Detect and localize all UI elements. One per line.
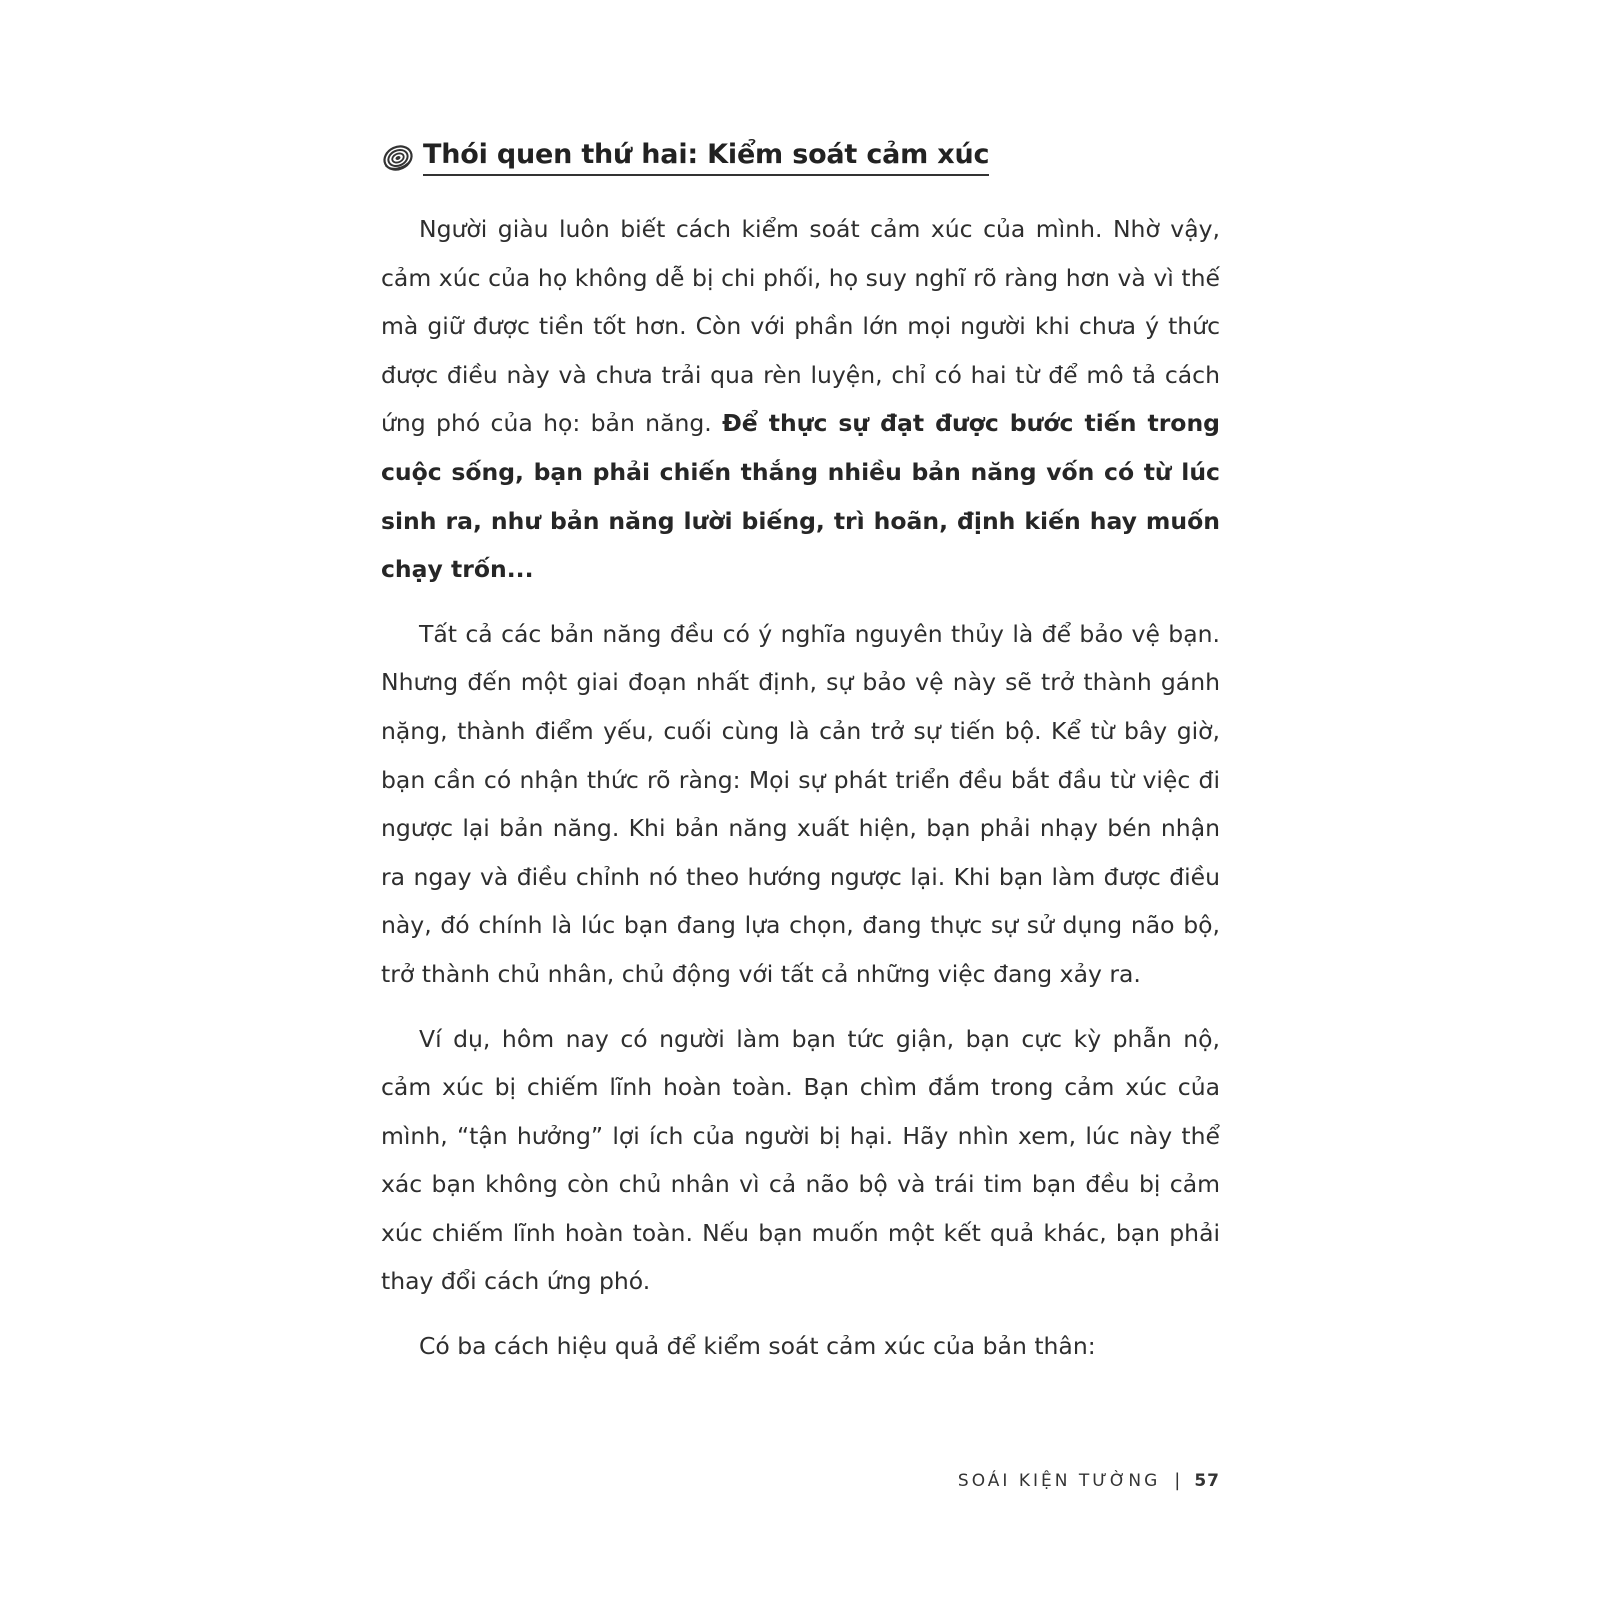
section-heading — [381, 138, 989, 176]
paragraph-text: Ví dụ, hôm nay có người làm bạn tức giận, bạn cực kỳ phẫn nộ, cảm xúc bị chiếm lĩnh hoàn toàn. Bạn chìm đắm trong cảm xúc của mình, “tận hưởng” lợi ích của người bị hại. Hãy nhìn xem, lúc này thể xác bạn không còn chủ nhân vì cả não bộ và trái tim bạn đều bị cảm xúc chiếm lĩnh hoàn toàn. Nếu bạn muốn một kết quả khác, bạn phải thay đổi cách ứng phó. — [381, 1024, 1220, 1296]
paragraph — [381, 1322, 1220, 1371]
section-title: Thói quen thứ hai: Kiểm soát cảm xúc — [423, 138, 989, 176]
page-number: 57 — [1194, 1470, 1220, 1491]
paragraph-bold-text: Để thực sự đạt được bước tiến trong cuộc sống, bạn phải chiến thắng nhiều bản năng vốn có từ lúc sinh ra, như bản năng lười biếng, trì hoãn, định kiến hay muốn chạy trốn... — [381, 409, 1220, 584]
paragraph-text: Có ba cách hiệu quả để kiểm soát cảm xúc của bản thân: — [419, 1332, 1096, 1361]
paragraph — [381, 1015, 1220, 1307]
page-footer — [958, 1470, 1220, 1491]
paragraph-text: Người giàu luôn biết cách kiểm soát cảm xúc của mình. Nhờ vậy, cảm xúc của họ không dễ bị chi phối, họ suy nghĩ rõ ràng hơn và vì thế mà giữ được tiền tốt hơn. Còn với phần lớn mọi người khi chưa ý thức được điều này và chưa trải qua rèn luyện, chỉ có hai từ để mô tả cách ứng phó của họ: bản năng. — [381, 215, 1220, 438]
body-text — [381, 205, 1220, 1387]
footer-author: SOÁI KIỆN TƯỜNG — [957, 1470, 1161, 1491]
footer-separator: | — [1174, 1470, 1181, 1491]
paragraph-text: Tất cả các bản năng đều có ý nghĩa nguyên thủy là để bảo vệ bạn. Nhưng đến một giai đoạn nhất định, sự bảo vệ này sẽ trở thành gánh nặng, thành điểm yếu, cuối cùng là cản trở sự tiến bộ. Kể từ bây giờ, bạn cần có nhận thức rõ ràng: Mọi sự phát triển đều bắt đầu từ việc đi ngược lại bản năng. Khi bản năng xuất hiện, bạn phải nhạy bén nhận ra ngay và điều chỉnh nó theo hướng ngược lại. Khi bạn làm được điều này, đó chính là lúc bạn đang lựa chọn, đang thực sự sử dụng não bộ, trở thành chủ nhân, chủ động với tất cả những việc đang xảy ra. — [381, 619, 1220, 988]
swirl-icon — [381, 140, 415, 174]
paragraph — [381, 205, 1220, 594]
paragraph — [381, 610, 1220, 999]
